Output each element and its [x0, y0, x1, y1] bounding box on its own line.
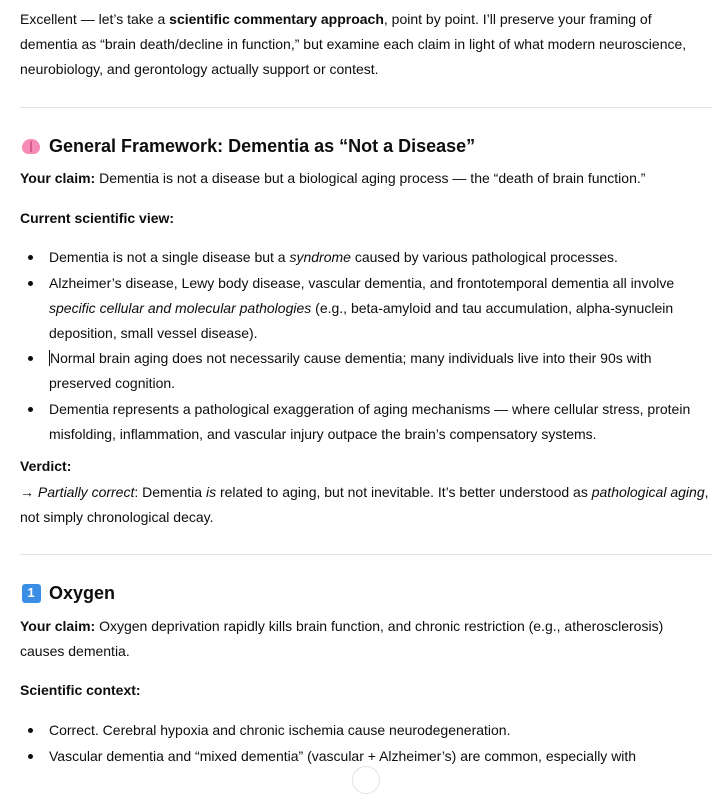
bullet-dot — [28, 728, 33, 733]
bullet-dot — [28, 255, 33, 260]
scroll-down-button[interactable] — [352, 766, 380, 794]
claim-paragraph: Your claim: Oxygen deprivation rapidly kills brain function, and chronic restriction (e.g., atherosclerosis) causes dementia. — [20, 618, 664, 659]
bullet-dot — [28, 407, 33, 412]
list-item: Correct. Cerebral hypoxia and chronic ischemia cause neurodegeneration. — [49, 722, 511, 738]
intro-paragraph: Excellent — let’s take a scientific commentary approach, point by point. I’ll preserve your framing of dementia as “brain death/decline in function,” but examine each claim in light of what modern neuroscience, neurobiology, and gerontology actually support or contest. — [20, 11, 687, 77]
section-heading-framework: General Framework: Dementia as “Not a Disease” — [21, 133, 475, 159]
claim-paragraph: Your claim: Dementia is not a disease but a biological aging process — the “death of brain function.” — [20, 170, 646, 186]
bullet-dot — [28, 754, 33, 759]
bullet-dot — [28, 356, 33, 361]
list-item: Normal brain aging does not necessarily cause dementia; many individuals live into their 90s with preserved cognition. — [49, 350, 652, 391]
section-heading-oxygen: 1 Oxygen — [21, 580, 115, 606]
divider — [20, 107, 712, 108]
verdict-paragraph: → Partially correct: Dementia is related to aging, but not inevitable. It’s better understood as pathological aging, not simply chronological decay. — [20, 484, 709, 525]
keycap-one-icon: 1 — [21, 583, 41, 603]
brain-icon — [21, 136, 41, 156]
list-item: Alzheimer’s disease, Lewy body disease, vascular dementia, and frontotemporal dementia all involve specific cellular and molecular pathologies (e.g., beta-amyloid and tau accumulation, alpha-synuclein deposition, small vessel disease). — [49, 275, 675, 341]
verdict-label: Verdict: — [20, 458, 72, 474]
list-item: Dementia is not a single disease but a syndrome caused by various pathological processes. — [49, 249, 618, 265]
divider — [20, 554, 712, 555]
scientific-context-label: Scientific context: — [20, 682, 141, 698]
list-item: Dementia represents a pathological exaggeration of aging mechanisms — where cellular stress, protein misfolding, inflammation, and vascular injury outpace the brain’s compensatory systems. — [49, 401, 691, 442]
scientific-view-label: Current scientific view: — [20, 210, 175, 226]
bullet-dot — [28, 281, 33, 286]
list-item: Vascular dementia and “mixed dementia” (vascular + Alzheimer’s) are common, especially with — [49, 748, 637, 764]
